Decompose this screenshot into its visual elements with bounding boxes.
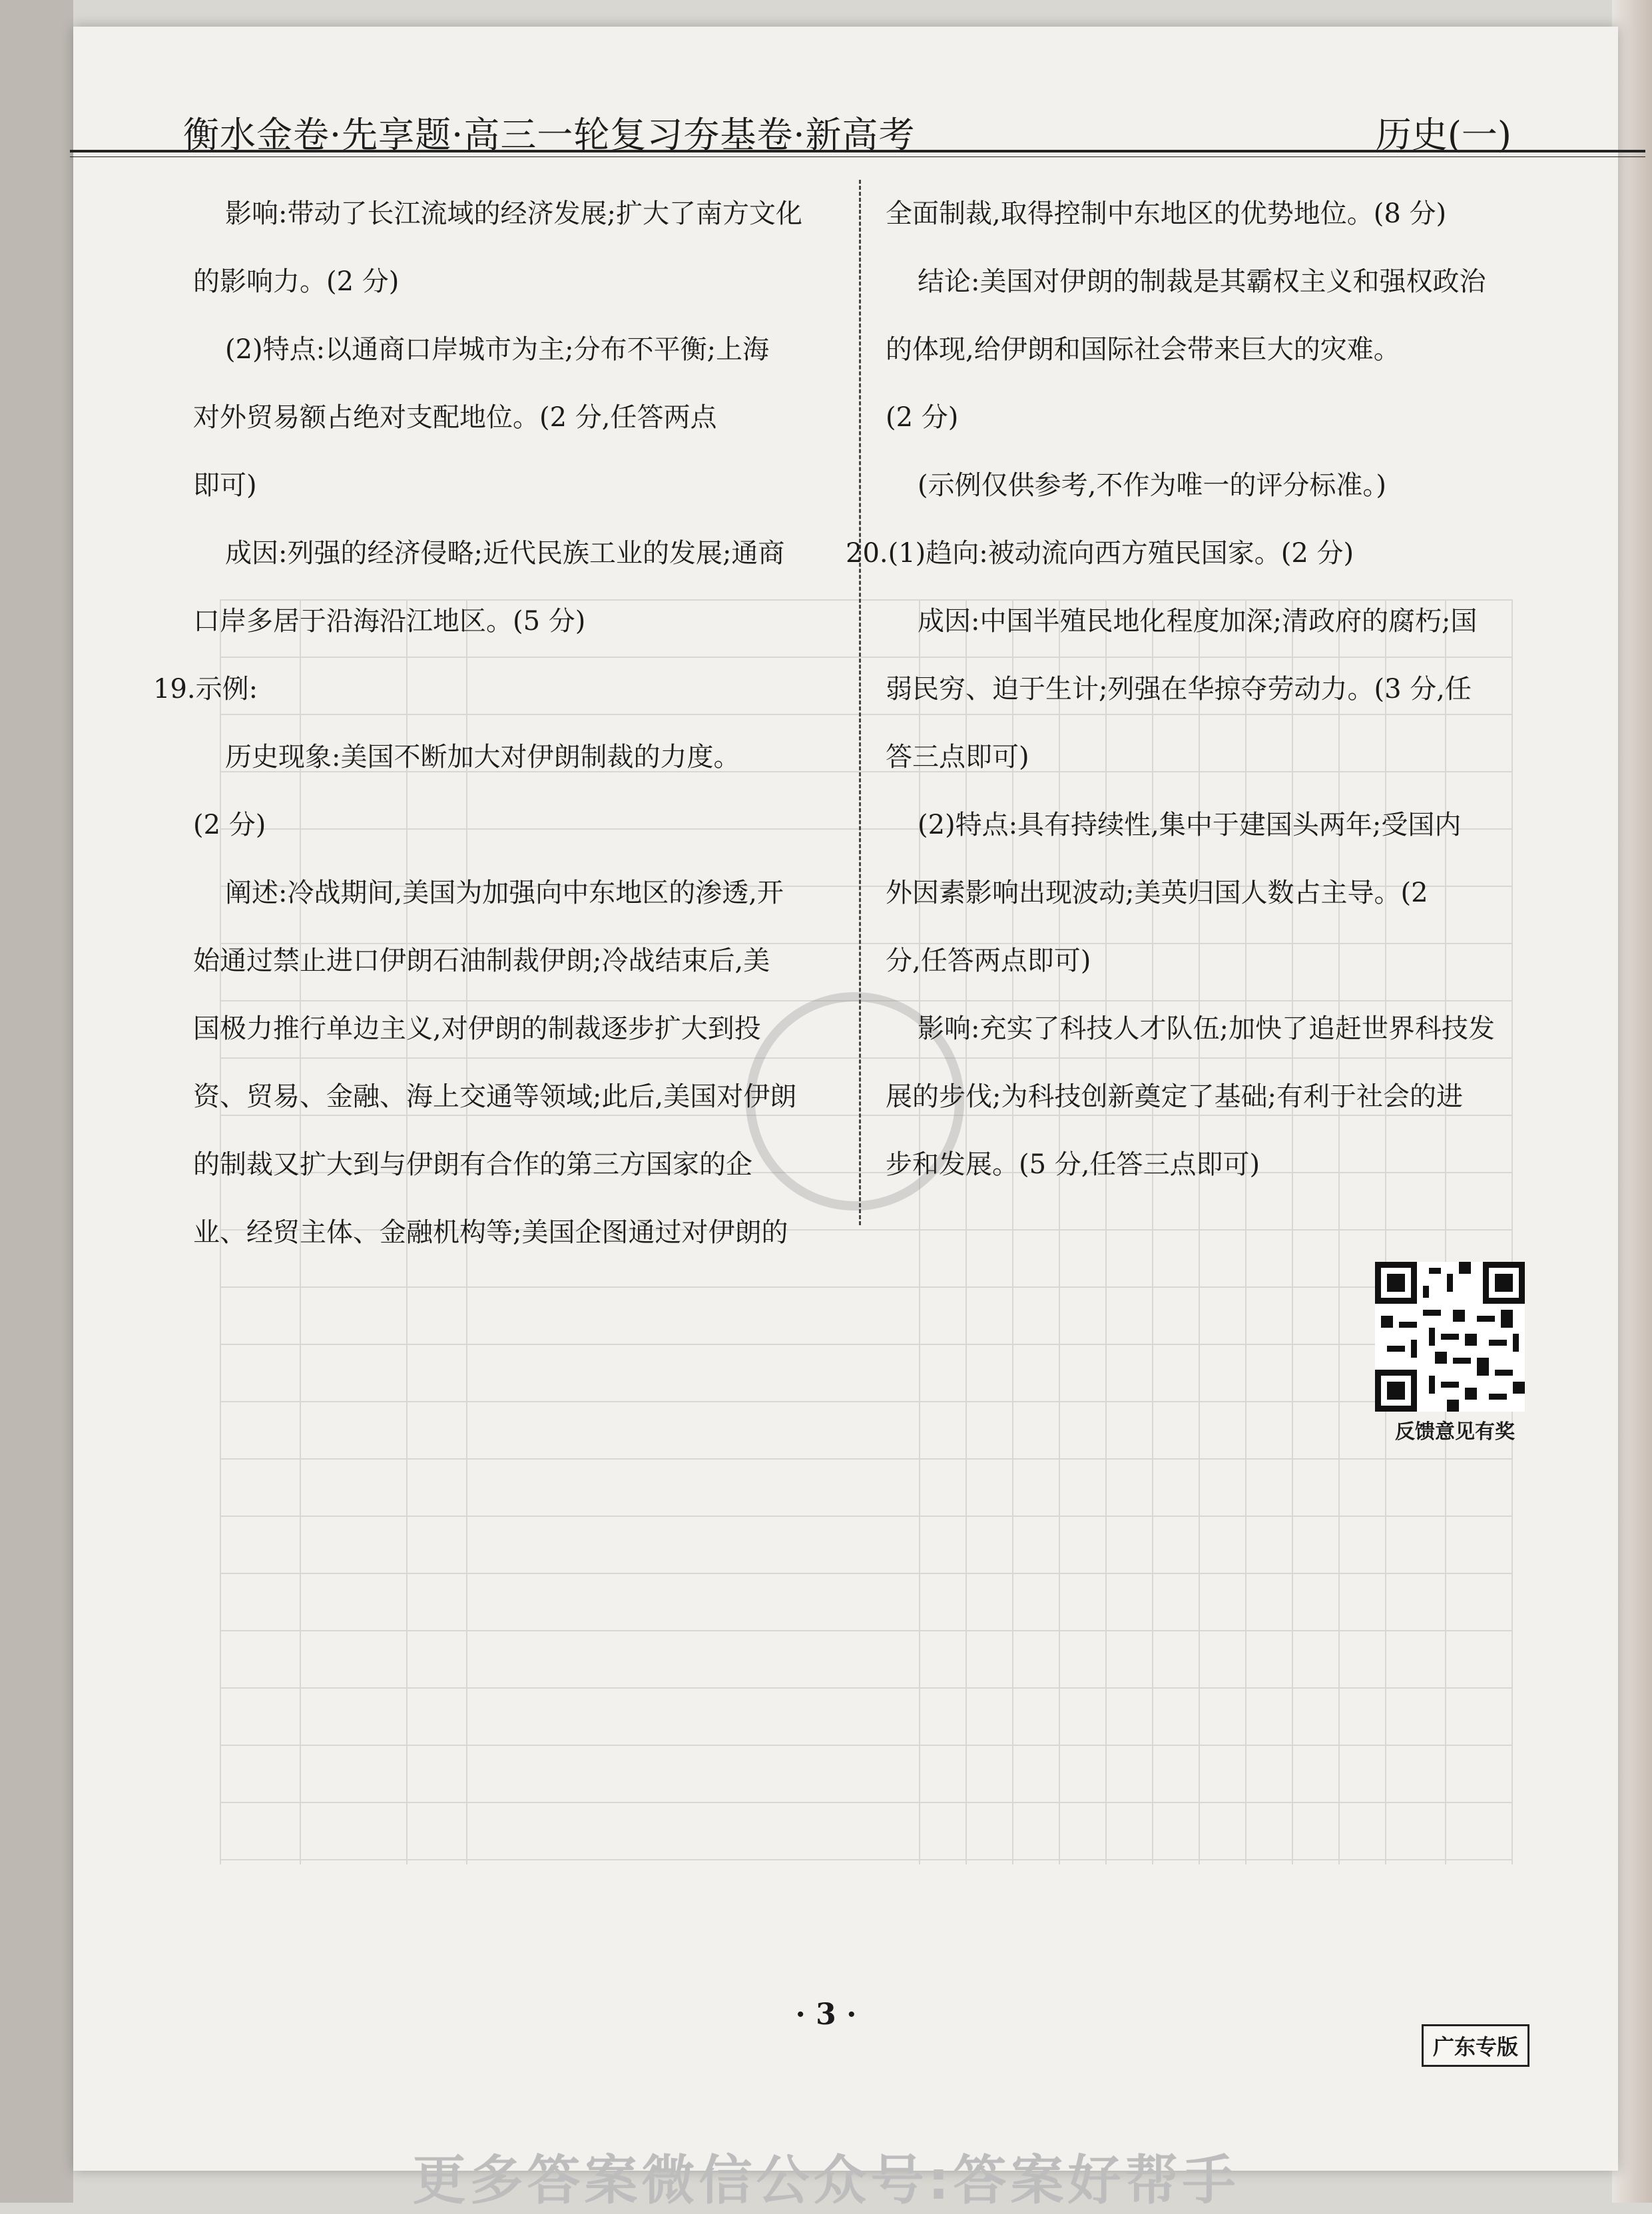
answer-line: 展的步伐;为科技创新奠定了基础;有利于社会的进 (886, 1081, 1463, 1112)
answer-line: 即可) (193, 470, 257, 501)
answer-line: 历史现象:美国不断加大对伊朗制裁的力度。 (225, 742, 740, 772)
answer-line: 影响:充实了科技人才队伍;加快了追赶世界科技发 (918, 1013, 1495, 1044)
answer-line: 弱民穷、迫于生计;列强在华掠夺劳动力。(3 分,任 (886, 674, 1472, 704)
ghost-grid-row (220, 1344, 1512, 1345)
edition-label: 广东专版 (1422, 2024, 1529, 2067)
page-background-left (0, 0, 73, 2203)
answer-line: (2)特点:具有持续性,集中于建国头两年;受国内 (918, 810, 1462, 840)
ghost-grid-row (220, 1401, 1512, 1402)
answer-line: 成因:列强的经济侵略;近代民族工业的发展;通商 (225, 538, 785, 569)
answer-line: 口岸多居于沿海沿江地区。(5 分) (193, 606, 586, 637)
header-rule-thin (70, 156, 1645, 157)
ghost-grid-row (220, 1745, 1512, 1746)
answer-line: 影响:带动了长江流域的经济发展;扩大了南方文化 (225, 198, 802, 229)
answer-line: 答三点即可) (886, 742, 1029, 772)
ghost-grid-row (220, 1573, 1512, 1574)
watermark-text: 更多答案微信公众号:答案好帮手 (412, 2149, 1240, 2211)
answer-line: (2 分) (193, 810, 266, 840)
answer-line: 业、经贸主体、金融机构等;美国企图通过对伊朗的 (193, 1217, 788, 1248)
answer-line: (示例仅供参考,不作为唯一的评分标准。) (918, 470, 1386, 501)
left-column (153, 180, 846, 1266)
header-rule (70, 150, 1645, 152)
answer-line: 始通过禁止进口伊朗石油制裁伊朗;冷战结束后,美 (193, 946, 770, 976)
ghost-grid-row (220, 1687, 1512, 1689)
right-column (846, 180, 1525, 1199)
column-divider (859, 180, 861, 1225)
ghost-grid-row (220, 1516, 1512, 1517)
answer-line: 的影响力。(2 分) (193, 266, 400, 297)
subject-label: 历史(一) (1375, 114, 1512, 156)
answer-line: 资、贸易、金融、海上交通等领域;此后,美国对伊朗 (193, 1081, 797, 1112)
answer-line: 阐述:冷战期间,美国为加强向中东地区的渗透,开 (225, 878, 784, 908)
answer-line: 的制裁又扩大到与伊朗有合作的第三方国家的企 (193, 1149, 752, 1180)
exam-title: 衡水金卷·先享题·高三一轮复习夯基卷·新高考 (183, 114, 916, 156)
answer-line: 对外贸易额占绝对支配地位。(2 分,任答两点 (193, 402, 717, 433)
page-edge-right (1612, 0, 1652, 2203)
answer-line: 的体现,给伊朗和国际社会带来巨大的灾难。 (886, 334, 1400, 365)
question-number-19: 19.示例: (153, 674, 258, 704)
answer-line: 结论:美国对伊朗的制裁是其霸权主义和强权政治 (918, 266, 1486, 297)
ghost-grid-row (220, 1859, 1512, 1860)
ghost-grid-row (220, 1286, 1512, 1288)
page-number: · 3 · (795, 1998, 857, 2032)
answer-line: (2)特点:以通商口岸城市为主;分布不平衡;上海 (225, 334, 770, 365)
page-header (113, 93, 1525, 156)
ghost-grid-row (220, 1630, 1512, 1631)
answer-line: 步和发展。(5 分,任答三点即可) (886, 1149, 1260, 1180)
answer-line: 国极力推行单边主义,对伊朗的制裁逐步扩大到投 (193, 1013, 761, 1044)
answer-line: 分,任答两点即可) (886, 946, 1091, 976)
ghost-grid-row (220, 1802, 1512, 1803)
question-number-20: 20.(1)趋向:被动流向西方殖民国家。(2 分) (846, 538, 1354, 569)
answer-line: 全面制裁,取得控制中东地区的优势地位。(8 分) (886, 198, 1447, 229)
answer-line: (2 分) (886, 402, 959, 433)
ghost-grid-row (220, 1458, 1512, 1460)
feedback-qr-code[interactable] (1375, 1262, 1525, 1412)
answer-line: 成因:中国半殖民地化程度加深;清政府的腐朽;国 (918, 606, 1478, 637)
qr-caption: 反馈意见有奖 (1395, 1420, 1515, 1444)
answer-line: 外因素影响出现波动;美英归国人数占主导。(2 (886, 878, 1428, 908)
